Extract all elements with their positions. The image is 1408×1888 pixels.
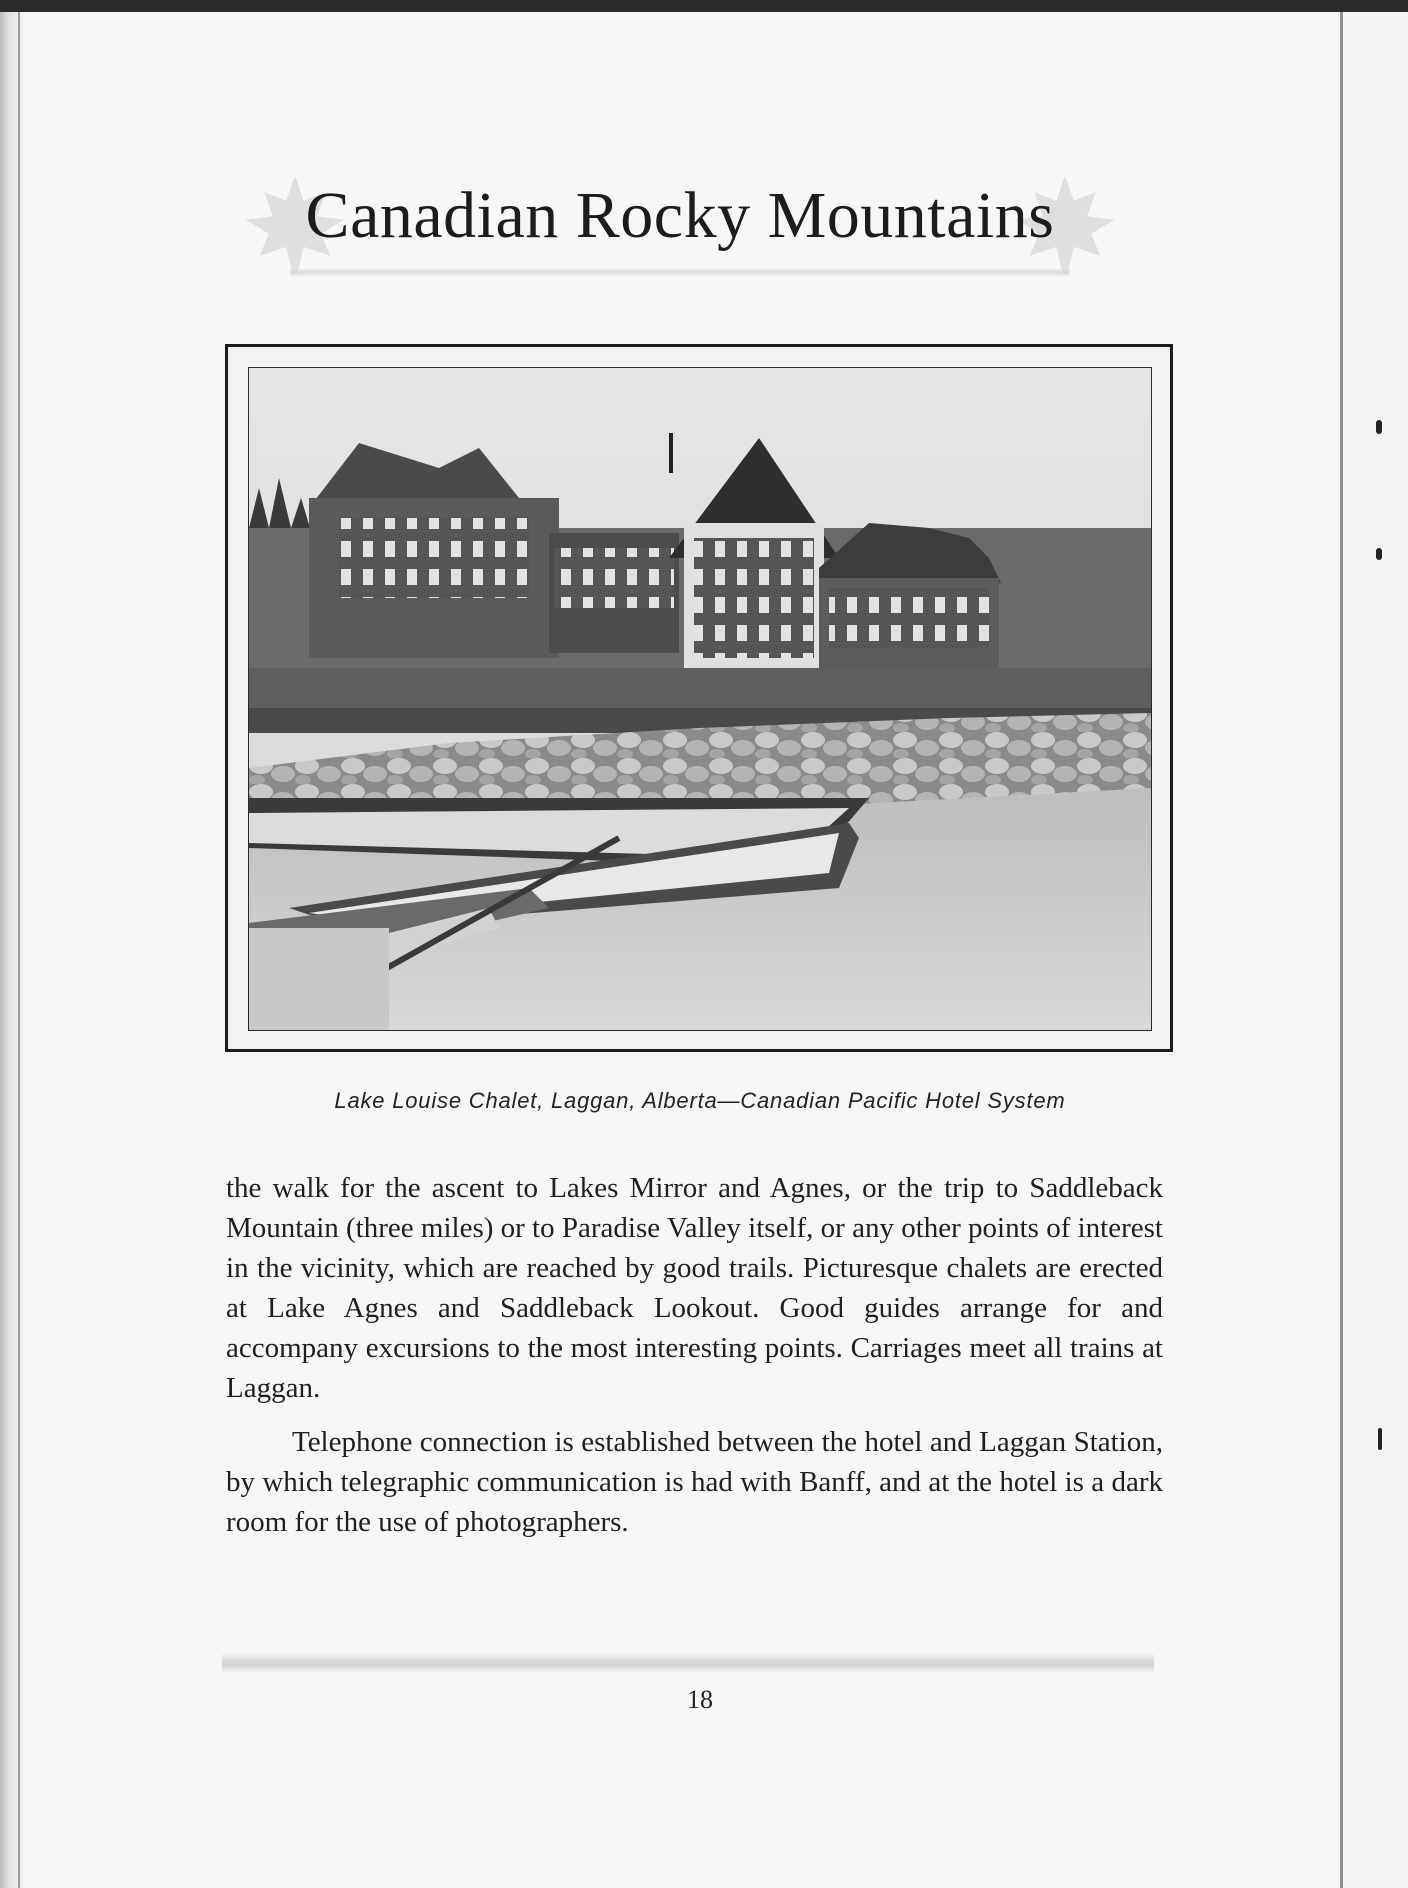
title-ornament-rule xyxy=(290,268,1070,278)
body-paragraph: Telephone connection is established between the hotel and Laggan Station, by which telegraphic communication is had with Banff, and at the hotel is a dark room for the use of photographers. xyxy=(226,1426,1163,1538)
body-text xyxy=(226,1168,1163,1542)
facing-page-margin xyxy=(1343,12,1408,1888)
hotel-photo xyxy=(248,367,1152,1031)
facing-page-mark xyxy=(1376,420,1382,434)
page-title: Canadian Rocky Mountains xyxy=(305,179,1055,252)
page-header xyxy=(220,160,1140,290)
page-left-edge xyxy=(18,12,20,1888)
facing-page-mark xyxy=(1378,1428,1382,1450)
photo-frame xyxy=(225,344,1173,1052)
photo-caption: Lake Louise Chalet, Laggan, Alberta—Canadian Pacific Hotel System xyxy=(334,1088,1066,1113)
body-paragraph: the walk for the ascent to Lakes Mirror and Agnes, or the trip to Saddleback Mountain (three miles) or to Paradise Valley itself, or any other points of interest in the vicinity, which are reached by good trails. Picturesque chalets are erected at Lake Agnes and Saddleback Lookout. Good guides arrange for and accompany excursions to the most interesting points. Carriages meet all trains at Laggan. xyxy=(226,1172,1163,1404)
page-spine-shadow xyxy=(0,12,24,1888)
scan-top-edge xyxy=(0,0,1408,12)
page-number: 18 xyxy=(687,1685,713,1714)
facing-page-mark xyxy=(1376,548,1382,560)
footer-ornament-rule xyxy=(222,1653,1154,1673)
hotel-photo-illustration xyxy=(249,368,1151,1030)
